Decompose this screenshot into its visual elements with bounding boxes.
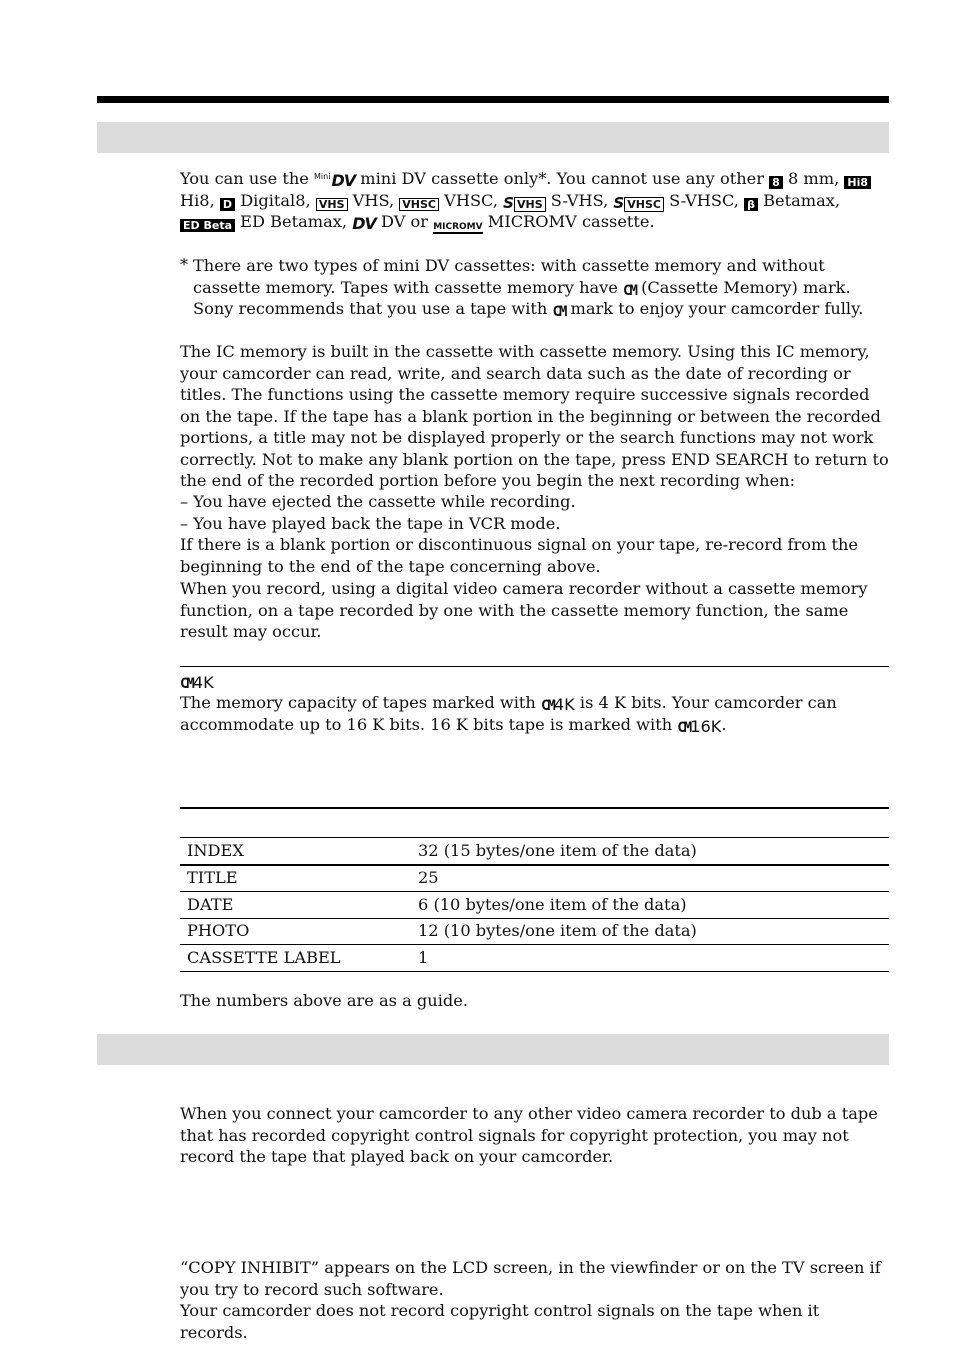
micromv-logo: MICROMV — [433, 222, 483, 232]
footnote-asterisk: * — [180, 255, 189, 274]
vhs-logo: VHS — [316, 198, 348, 211]
copyright-paragraph: When you connect your camcorder to any other video camera recorder to dub a tape that has recorded copyright control signals for copyright protection, you may not record the tape that played back on your camcorder. — [180, 1104, 878, 1166]
no-cm-function-paragraph: When you record, using a digital video camera recorder without a cassette memory function, on a tape recorded by one with the cassette memory function, the same result may occur. — [180, 579, 868, 641]
cm4k-paragraph: The memory capacity of tapes marked with CM4K is 4 K bits. Your camcorder can accommodate up to 16 K bits. 16 K bits tape is marked with CM16K. — [180, 693, 837, 736]
cassette-memory-logo: CM — [552, 304, 566, 320]
vhsc-logo: VHSC — [399, 198, 439, 211]
cassette-memory-footnote: There are two types of mini DV cassettes: with cassette memory and without cassette memory. Tapes with cassette memory have CM (Cassette Memory) mark. Sony recommends that you use a tape with CM mark to enjoy your camcorder fully. — [193, 256, 864, 320]
list-item: – You have ejected the cassette while recording. — [180, 492, 576, 511]
ic-memory-paragraph: The IC memory is built in the cassette with cassette memory. Using this IC memory, your camcorder can read, write, and search data such as the date of recording or titles. The functions using the cassette memory require successive signals recorded on the tape. If the tape has a blank portion in the beginning or between the recorded portions, a title may not be displayed properly or the search functions may not work correctly. Not to make any blank portion on the tape, press END SEARCH to return to the end of the recorded portion before you begin the next recording when: — [180, 342, 889, 490]
table-row: TITLE 25 — [180, 865, 889, 892]
usable-cassettes-paragraph: You can use the $^{Mini}$DV mini DV cassette only*. You cannot use any other 8 8 mm, Hi8 Hi8, D Digital8, VHS VHS, VHSC VHSC, S VHS S-VHS, S VHSC S-VHSC, β Betamax, ED Beta ED Betamax, DV DV or MICROMV MICROMV cassette. — [180, 168, 890, 234]
cassette-memory-table — [180, 837, 889, 972]
list-item: – You have played back the tape in VCR mode. — [180, 514, 561, 533]
section-header-band — [97, 1034, 889, 1065]
ed-beta-logo: ED Beta — [180, 219, 235, 232]
rerecord-paragraph: If there is a blank portion or discontinuous signal on your tape, re-record from the beginning to the end of the tape concerning above. — [180, 535, 859, 576]
digital8-logo: D — [220, 198, 235, 211]
top-rule — [97, 96, 889, 103]
table-row: DATE 6 (10 bytes/one item of the data) — [180, 892, 889, 919]
cassette-memory-logo: CM — [677, 719, 691, 736]
cm4k-heading: CM4K — [180, 673, 214, 692]
dv-logo: DV — [352, 214, 376, 233]
svhs-logo: S VHS — [503, 195, 545, 211]
table-top-rule — [180, 807, 889, 809]
hi8-logo: Hi8 — [844, 176, 871, 189]
table-row: INDEX 32 (15 bytes/one item of the data) — [180, 838, 889, 865]
mini-dv-logo: $^{Mini}$DV — [314, 171, 356, 190]
cassette-memory-logo: CM — [540, 698, 554, 714]
section-header-band — [97, 122, 889, 153]
table-footnote: The numbers above are as a guide. — [180, 991, 468, 1010]
divider — [180, 666, 889, 667]
betamax-logo: β — [744, 198, 758, 211]
8mm-logo: 8 — [769, 176, 783, 189]
cassette-memory-logo: CM — [623, 282, 636, 299]
cassette-memory-logo: CM — [180, 676, 193, 692]
copy-inhibit-paragraph: “COPY INHIBIT” appears on the LCD screen, in the viewfinder or on the TV screen if you try to record such software. — [180, 1258, 881, 1299]
no-copyright-signal-paragraph: Your camcorder does not record copyright control signals on the tape when it records. — [180, 1301, 820, 1342]
table-row: CASSETTE LABEL 1 — [180, 945, 889, 972]
svhsc-logo: S VHSC — [613, 195, 664, 211]
table-row: PHOTO 12 (10 bytes/one item of the data) — [180, 918, 889, 945]
